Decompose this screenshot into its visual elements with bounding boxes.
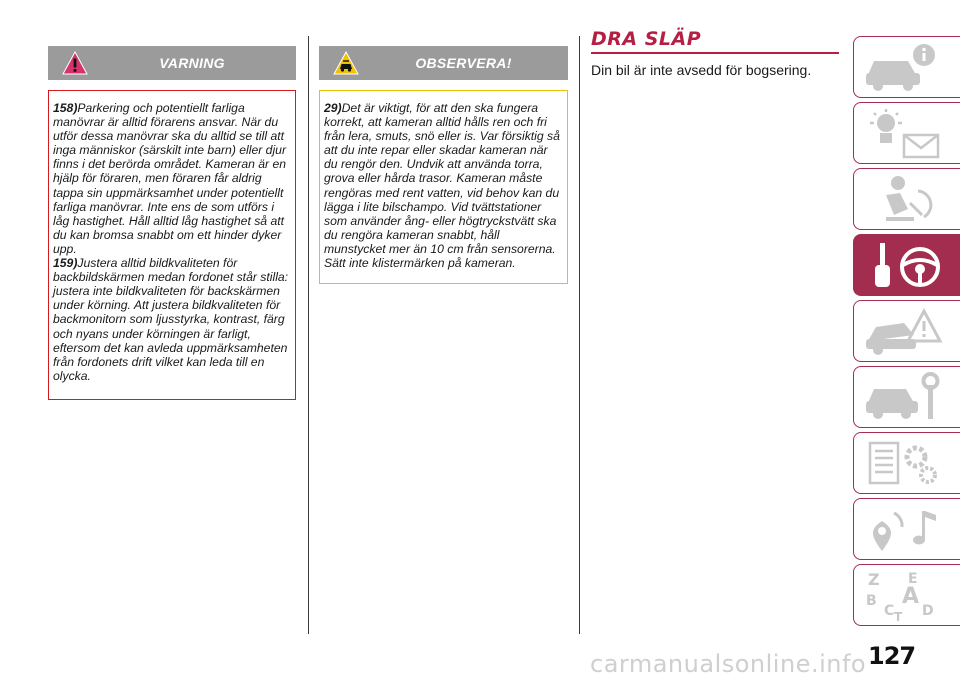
warning-title: VARNING [159, 55, 225, 71]
seat-airbag-icon [864, 173, 944, 225]
warning-item-number: 158) [53, 101, 78, 115]
alphabet-index-icon [864, 569, 944, 621]
tab-technical-data[interactable] [853, 432, 960, 494]
warning-item-number: 159) [53, 256, 78, 271]
index-letter: C [884, 603, 895, 619]
tab-starting-driving[interactable] [853, 234, 960, 296]
watermark: carmanualsonline.info [590, 650, 867, 678]
observe-header [319, 46, 568, 80]
multimedia-icon [864, 503, 944, 555]
warning-item [53, 101, 289, 256]
car-crash-warning-icon [864, 305, 944, 357]
tab-warning-lights[interactable] [853, 102, 960, 164]
tab-car-info[interactable] [853, 36, 960, 98]
car-wrench-icon [864, 371, 944, 423]
tab-index[interactable] [853, 564, 960, 626]
warning-header [48, 46, 296, 80]
observe-title: OBSERVERA! [415, 55, 512, 71]
section-title: DRA SLÄP [591, 28, 839, 54]
tab-emergency[interactable] [853, 300, 960, 362]
observe-box [319, 90, 568, 284]
page-number: 127 [868, 642, 916, 670]
observe-item-number: 29) [324, 101, 342, 115]
index-letter: E [908, 571, 918, 587]
column-divider-right [579, 36, 580, 634]
car-info-icon [864, 41, 944, 93]
warning-item-text: Justera alltid bildkvaliteten för backbildskärmen medan fordonet står stilla: justera inte bildkvaliteten för backskärmen under körning. Att justera bildkvaliteten för backmonitorn som ljusstyrka, kontrast, färg och nyans under körningen är farligt, eftersom det kan avleda uppmärksamheten från fordonets drift vilket kan leda till en olycka. [53, 256, 289, 383]
warning-lights-mail-icon [864, 107, 944, 159]
index-letter: A [902, 584, 920, 609]
warning-box [48, 90, 296, 400]
key-steering-wheel-icon [864, 239, 944, 291]
warning-item-text: Parkering och potentiellt farliga manövrar är alltid förarens ansvar. När du utför dessa manövrar ska du alltid se till att inga människor (särskilt inte barn) eller djur finns i det berörda området. Kameran är en hjälp för föraren, men föraren får aldrig tappa sin uppmärksamhet under potentiellt farliga manövrar. Inte ens de som utförs i låg hastighet. Håll alltid låg hastighet så att du kan bromsa snabbt om ett hinder dyker upp. [53, 101, 287, 256]
index-letter: Z [868, 570, 880, 589]
column-divider-left [308, 36, 309, 634]
index-letter: B [866, 593, 877, 609]
tab-multimedia[interactable] [853, 498, 960, 560]
index-letter: T [894, 610, 903, 621]
section-text: Din bil är inte avsedd för bogsering. [591, 62, 812, 78]
index-letter: D [922, 603, 934, 619]
warning-item [53, 256, 289, 383]
tab-safety[interactable] [853, 168, 960, 230]
observe-item-text: Det är viktigt, för att den ska fungera korrekt, att kameran alltid hålls ren och fri från lera, smuts, snö eller is. Var försiktig så att du inte repar eller skadar kameran när du rengör den. Undvik att använda torra, grova eller hårda trasor. Kameran måste rengöras med rent vatten, vid behov kan du lägga i lite bilschampo. Vid tvättstationer som använder ång- eller högtryckstvätt ska du rengöra kameran snabbt, håll munstycket mer än 10 cm från sensorerna. Sätt inte klistermärken på kameran. [324, 101, 560, 271]
specs-gears-icon [864, 437, 944, 489]
observe-item [324, 101, 561, 270]
tab-maintenance[interactable] [853, 366, 960, 428]
